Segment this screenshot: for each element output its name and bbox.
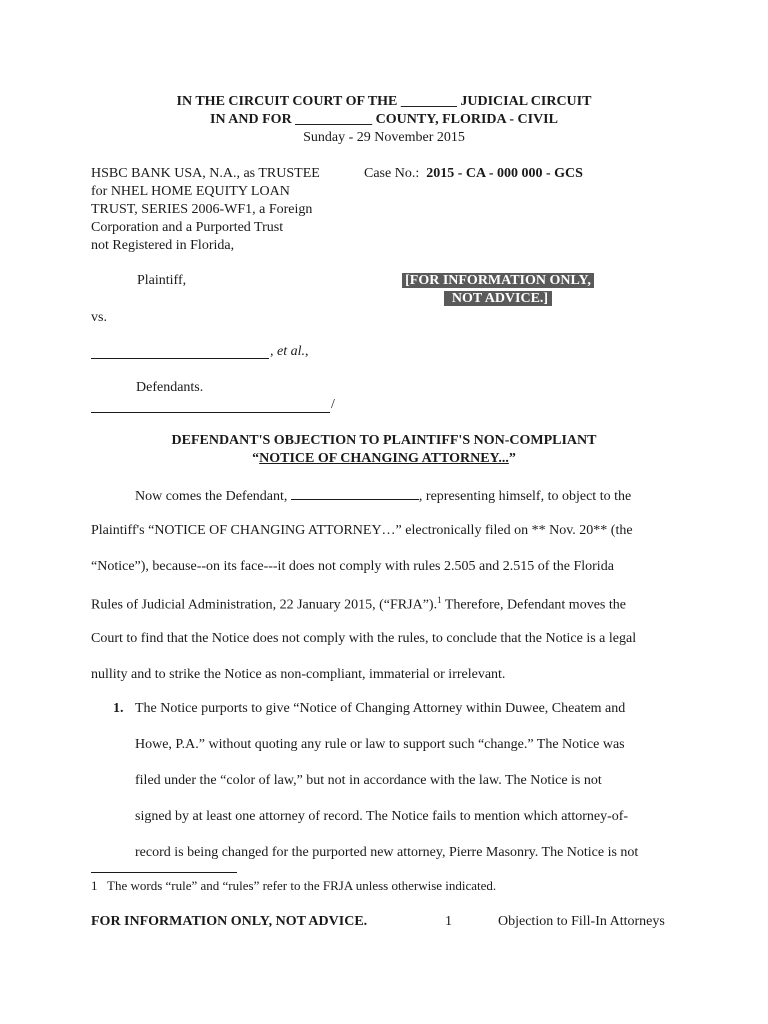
versus-label: vs. [91, 310, 107, 325]
case-number-row [364, 166, 583, 182]
case-number: 2015 - CA - 000 000 - GCS [426, 166, 583, 181]
item-line: signed by at least one attorney of record. The Notice fails to mention which attorney-of- [135, 809, 629, 824]
footer-disclaimer: FOR INFORMATION ONLY, NOT ADVICE. [91, 914, 368, 929]
intro-line-4: Rules of Judicial Administration, 22 January 2015, (“FRJA”).$^1$ Therefore, Defendant moves the [91, 595, 626, 613]
court-header-line2: IN AND FOR ___________ COUNTY, FLORIDA - CIVIL [210, 112, 558, 127]
caption-closing-line [91, 412, 330, 413]
document-title-line1: DEFENDANT'S OBJECTION TO PLAINTIFF'S NON-COMPLIANT [171, 433, 597, 448]
footnote-separator [91, 872, 237, 873]
page-number: 1 [445, 914, 452, 929]
item-line: record is being changed for the purported new attorney, Pierre Masonry. The Notice is not [135, 845, 639, 860]
footer-title: Objection to Fill-In Attorneys [498, 914, 665, 929]
footnote-number: 1 [91, 878, 98, 893]
intro-line-6: nullity and to strike the Notice as non-compliant, immaterial or irrelevant. [91, 667, 506, 682]
intro-line-1: Now comes the Defendant, , representing himself, to object to the [135, 489, 632, 504]
item-line: The Notice purports to give “Notice of Changing Attorney within Duwee, Cheatem and [135, 701, 626, 716]
info-only-line2: NOT ADVICE.] [444, 291, 552, 306]
court-header-line1: IN THE CIRCUIT COURT OF THE ________ JUDICIAL CIRCUIT [176, 94, 592, 109]
plaintiff-line: HSBC BANK USA, N.A., as TRUSTEE [91, 166, 320, 181]
title-underlined: NOTICE OF CHANGING ATTORNEY... [259, 451, 509, 466]
defendant-name-blank [91, 358, 269, 359]
defendants-role: Defendants. [136, 380, 204, 395]
info-only-line1: [FOR INFORMATION ONLY, [402, 273, 594, 288]
footnote-text: The words “rule” and “rules” refer to the FRJA unless otherwise indicated. [107, 878, 497, 893]
plaintiff-line: TRUST, SERIES 2006-WF1, a Foreign [91, 202, 313, 217]
intro-line-5: Court to find that the Notice does not comply with the rules, to conclude that the Notice is a legal [91, 631, 637, 646]
info-only-banner [390, 272, 606, 308]
intro-line-3: “Notice”), because--on its face---it does not comply with rules 2.505 and 2.515 of the Florida [91, 559, 614, 574]
plaintiff-role: Plaintiff, [137, 273, 187, 288]
intro-line-2: Plaintiff's “NOTICE OF CHANGING ATTORNEY…” electronically filed on ** Nov. 20** (the [91, 523, 633, 538]
plaintiff-line: for NHEL HOME EQUITY LOAN [91, 184, 290, 199]
et-al: et al. [277, 344, 305, 359]
case-label: Case No.: [364, 166, 420, 181]
defendant-name-field [291, 487, 419, 500]
item-number: 1. [113, 701, 124, 716]
footnote [91, 878, 496, 894]
document-date: Sunday - 29 November 2015 [303, 130, 465, 145]
plaintiff-line: Corporation and a Purported Trust [91, 220, 284, 235]
caption-slash: / [331, 397, 335, 412]
item-line: filed under the “color of law,” but not in accordance with the law. The Notice is not [135, 773, 602, 788]
plaintiff-line: not Registered in Florida, [91, 238, 235, 253]
document-title-line2: “NOTICE OF CHANGING ATTORNEY...” [252, 451, 516, 466]
footnote-ref: 1 [437, 595, 442, 605]
et-al-row: , et al., [270, 344, 309, 359]
item-line: Howe, P.A.” without quoting any rule or law to support such “change.” The Notice was [135, 737, 625, 752]
